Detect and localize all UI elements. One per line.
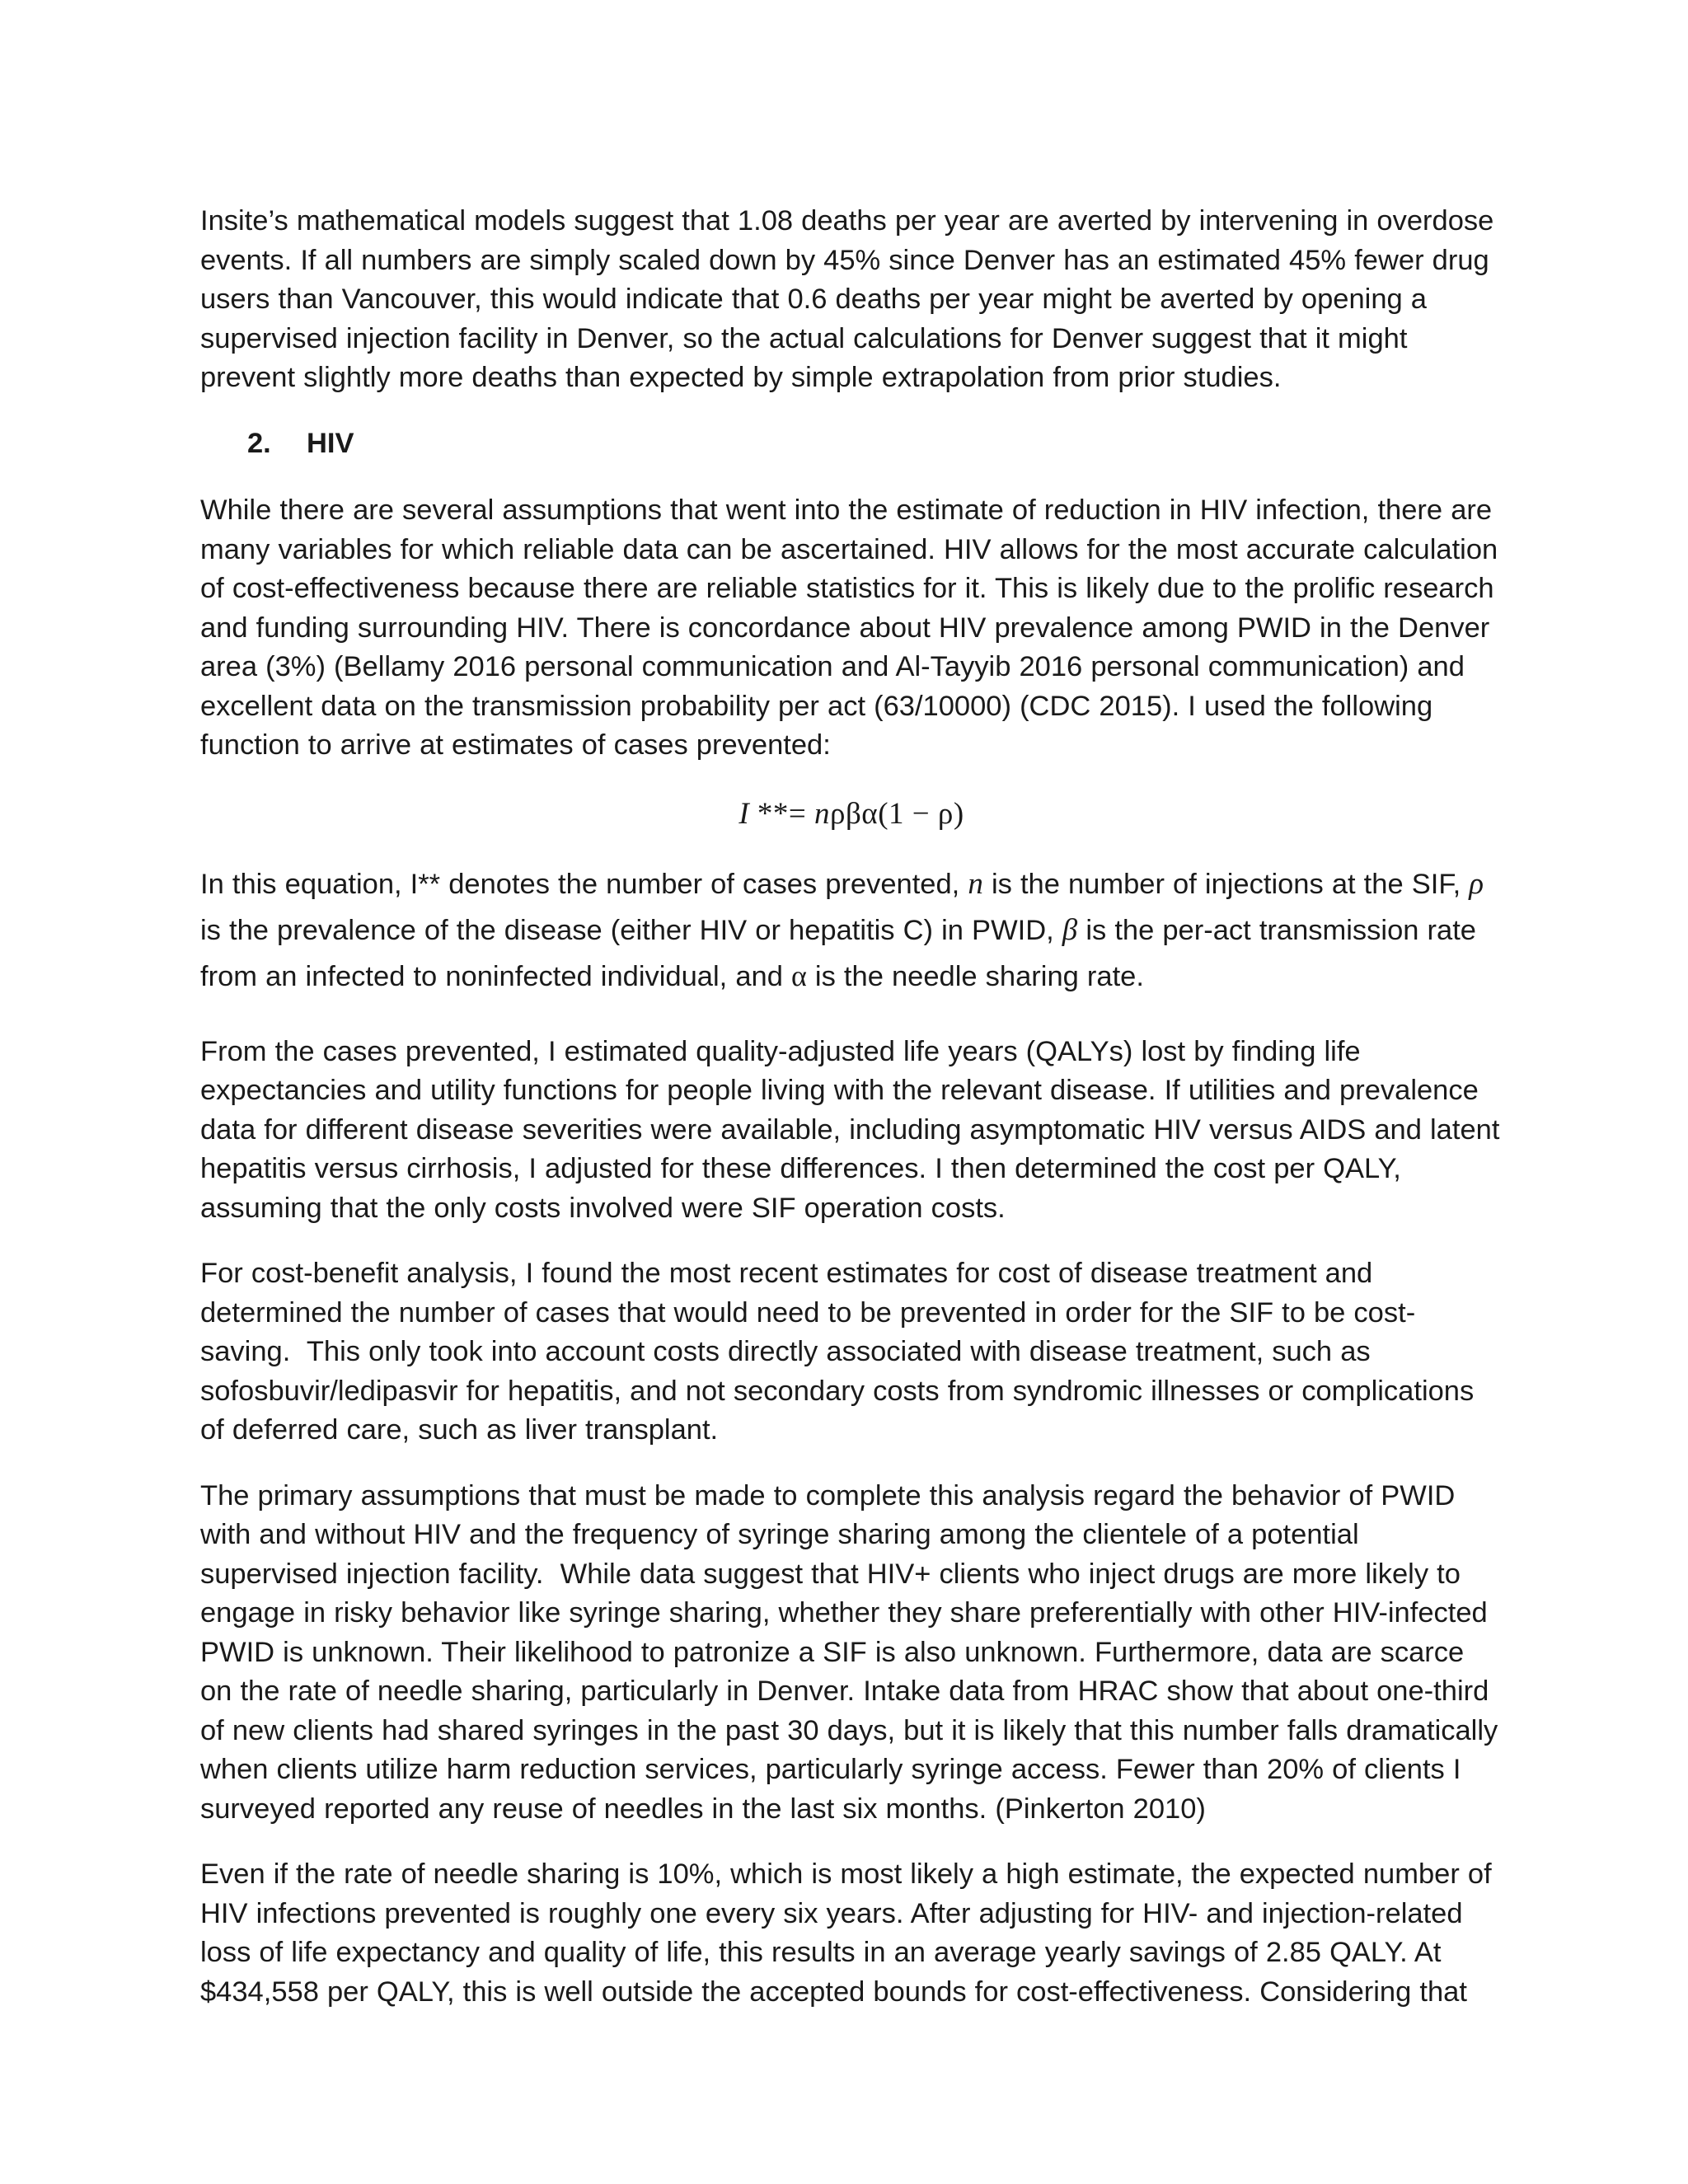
paragraph-overdose-deaths: Insite’s mathematical models suggest that 1.08 deaths per year are averted by intervening in overdose events. If all numbers are simply scaled down by 45% since Denver has an estimated 45% fewer drug users than Vancouver, this would indicate that 0.6 deaths per year might be averted by opening a supervised injection facility in Denver, so the actual calculations for Denver suggest that it might prevent slightly more deaths than expected by simple extrapolation from prior studies. xyxy=(200,205,1494,393)
paragraph-cost-benefit: For cost-benefit analysis, I found the most recent estimates for cost of disease treatment and determined the number of cases that would need to be prevented in order for the SIF to be cost-saving. This only took into account costs directly associated with disease treatment, such as sofosbuvir/ledipasvir for hepatitis, and not secondary costs from syndromic illnesses or complications of deferred care, such as liver transplant. xyxy=(200,1258,1475,1446)
symbol-n: n xyxy=(968,866,983,901)
equation-rhs-variable: n xyxy=(814,796,831,831)
equation-cases-prevented xyxy=(200,792,1503,837)
equation-rhs-rest: ρβα(1 − ρ) xyxy=(830,796,964,831)
symbol-alpha: α xyxy=(790,958,807,992)
definition-text-3: is the prevalence of the disease (either HIV or hepatitis C) in PWID, xyxy=(200,914,1062,946)
section-number: 2. xyxy=(247,427,271,459)
definition-text-1: In this equation, I** denotes the number of cases prevented, xyxy=(200,868,968,900)
equation-lhs-rest: **= xyxy=(749,796,815,831)
paragraph-hiv-assumptions: While there are several assumptions that went into the estimate of reduction in HIV infection, there are many variables for which reliable data can be ascertained. HIV allows for the most accurate calculation of cost-effectiveness because there are reliable statistics for it. This is likely due to the prolific research and funding surrounding HIV. There is concordance about HIV prevalence among PWID in the Denver area (3%) (Bellamy 2016 personal communication and Al-Tayyib 2016 personal communication) and excellent data on the transmission probability per act (63/10000) (CDC 2015). I used the following function to arrive at estimates of cases prevented: xyxy=(200,494,1498,761)
paragraph-equation-definitions xyxy=(200,861,1503,1000)
paragraph-needle-sharing-rate: Even if the rate of needle sharing is 10%, which is most likely a high estimate, the expected number of HIV infections prevented is roughly one every six years. After adjusting for HIV- and injection-related loss of life expectancy and quality of life, this results in an average yearly savings of 2.85 QALY. At $434,558 per QALY, this is well outside the accepted bounds for cost-effectiveness. Considering that xyxy=(200,1858,1492,2008)
definition-text-2: is the number of injections at the SIF, xyxy=(982,868,1470,900)
symbol-beta: β xyxy=(1062,912,1078,947)
equation-lhs-variable: I xyxy=(738,796,750,831)
document-page xyxy=(200,202,1503,2038)
paragraph-primary-assumptions: The primary assumptions that must be made to complete this analysis regard the behavior of PWID with and without HIV and the frequency of syringe sharing among the clientele of a potential supervised injection facility. While data suggest that HIV+ clients who inject drugs are more likely to engage in risky behavior like syringe sharing, whether they share preferentially with other HIV-infected PWID is unknown. Their likelihood to patronize a SIF is also unknown. Furthermore, data are scarce on the rate of needle sharing, particularly in Denver. Intake data from HRAC show that about one-third of new clients had shared syringes in the past 30 days, but it is likely that this number falls dramatically when clients utilize harm reduction services, particularly syringe access. Fewer than 20% of clients I surveyed reported any reuse of needles in the last six months. (Pinkerton 2010) xyxy=(200,1479,1498,1825)
paragraph-qalys: From the cases prevented, I estimated quality-adjusted life years (QALYs) lost by finding life expectancies and utility functions for people living with the relevant disease. If utilities and prevalence data for different disease severities were available, including asymptomatic HIV versus AIDS and latent hepatitis versus cirrhosis, I adjusted for these differences. I then determined the cost per QALY, assuming that the only costs involved were SIF operation costs. xyxy=(200,1035,1500,1224)
definition-text-4: is the per-act transmission rate from an infected to noninfected individual, and xyxy=(200,914,1476,992)
definition-text-5: is the needle sharing rate. xyxy=(806,960,1144,992)
section-title: HIV xyxy=(307,427,354,459)
symbol-rho: ρ xyxy=(1469,866,1484,901)
section-heading-hiv xyxy=(200,424,1503,464)
